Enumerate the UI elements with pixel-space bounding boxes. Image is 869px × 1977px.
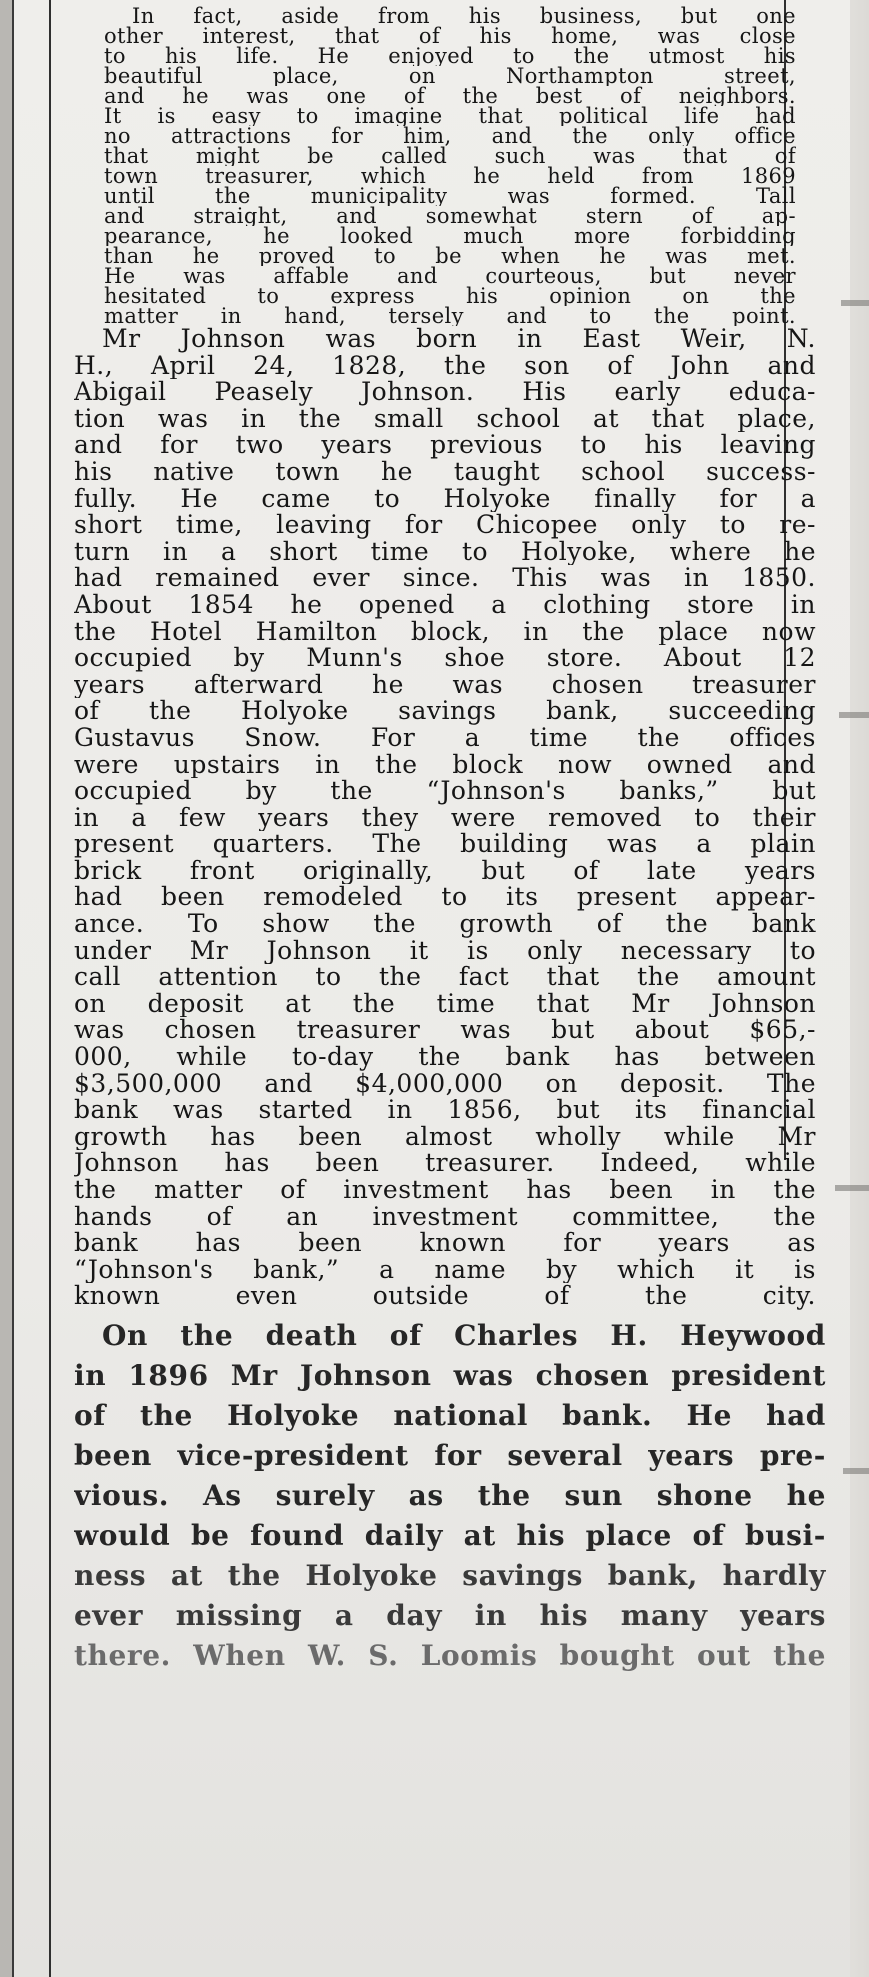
text-line: ness at the Holyoke savings bank, hardly [74, 1558, 826, 1592]
text-line: present quarters. The building was a plain [74, 831, 816, 858]
paragraph-biography [74, 326, 826, 1310]
text-line: bank has been known for years as [74, 1230, 816, 1257]
text-line: ever missing a day in his many years [74, 1598, 826, 1632]
page-edge-marks [829, 0, 869, 1977]
text-line: in 1896 Mr Johnson was chosen president [74, 1358, 826, 1392]
text-line: would be found daily at his place of busi- [74, 1518, 826, 1552]
text-line: other interest, that of his home, was close [104, 26, 796, 46]
text-line: tion was in the small school at that place, [74, 405, 816, 433]
text-line: It is easy to imagine that political life had [104, 106, 796, 126]
text-line: the matter of investment has been in the [74, 1177, 816, 1204]
text-line: under Mr Johnson it is only necessary to [74, 937, 816, 965]
text-line: hands of an investment committee, the [74, 1203, 816, 1231]
text-line: Johnson has been treasurer. Indeed, while [74, 1150, 816, 1177]
edge-mark [841, 300, 869, 306]
text-line: About 1854 he opened a clothing store in [74, 591, 816, 619]
text-line: was chosen treasurer was but about $65,- [74, 1017, 816, 1045]
text-line: Abigail Peasely Johnson. His early educa- [74, 379, 816, 406]
edge-mark [835, 1185, 869, 1191]
text-line: ance. To show the growth of the bank [74, 911, 816, 938]
text-line: occupied by Munn's shoe store. About 12 [74, 645, 816, 672]
edge-mark [839, 712, 869, 718]
text-line: been vice-president for several years pre- [74, 1438, 826, 1472]
text-line: $3,500,000 and $4,000,000 on deposit. The [74, 1070, 816, 1098]
edge-mark [843, 1468, 869, 1474]
text-line: that might be called such was that of [104, 146, 796, 166]
newspaper-clipping [12, 0, 850, 1977]
text-line: Mr Johnson was born in East Weir, N. [102, 326, 816, 353]
text-line: known even outside of the city. [74, 1283, 816, 1310]
text-line: the Hotel Hamilton block, in the place now [74, 618, 816, 646]
text-line: in a few years they were removed to their [74, 804, 816, 832]
article-column [74, 6, 826, 1676]
text-line: beautiful place, on Northampton street, [104, 66, 796, 86]
text-line: brick front originally, but of late years [74, 857, 816, 885]
text-line: On the death of Charles H. Heywood [102, 1318, 826, 1352]
text-line: growth has been almost wholly while Mr [74, 1123, 816, 1151]
text-line: fully. He came to Holyoke finally for a [74, 485, 816, 513]
text-line: call attention to the fact that the amount [74, 964, 816, 991]
text-line: had remained ever since. This was in 1850. [74, 565, 816, 592]
text-line: H., April 24, 1828, the son of John and [74, 352, 816, 380]
column-rule-left [49, 0, 51, 1977]
text-line: “Johnson's bank,” a name by which it is [74, 1256, 816, 1284]
text-line: until the municipality was formed. Tall [104, 186, 796, 206]
text-line: of the Holyoke national bank. He had [74, 1398, 826, 1432]
paragraph-home-life [74, 6, 826, 326]
text-line: 000, while to-day the bank has between [74, 1044, 816, 1071]
text-line: town treasurer, which he held from 1869 [104, 166, 796, 186]
text-line: on deposit at the time that Mr Johnson [74, 990, 816, 1018]
text-line: pearance, he looked much more forbidding [104, 226, 796, 246]
text-line: He was affable and courteous, but never [104, 266, 796, 286]
text-line: there. When W. S. Loomis bought out the [74, 1638, 826, 1672]
text-line: hesitated to express his opinion on the [104, 286, 796, 306]
text-line: and he was one of the best of neighbors. [104, 86, 796, 106]
text-line: bank was started in 1856, but its financial [74, 1097, 816, 1124]
text-line: his native town he taught school success- [74, 458, 816, 486]
text-line: short time, leaving for Chicopee only to re- [74, 512, 816, 539]
text-line: no attractions for him, and the only office [104, 126, 796, 146]
text-line: years afterward he was chosen treasurer [74, 671, 816, 699]
text-line: vious. As surely as the sun shone he [74, 1478, 826, 1512]
text-line: Gustavus Snow. For a time the offices [74, 724, 816, 752]
text-line: were upstairs in the block now owned and [74, 751, 816, 779]
text-line: occupied by the “Johnson's banks,” but [74, 778, 816, 805]
text-line: had been remodeled to its present appear- [74, 884, 816, 912]
text-line: matter in hand, tersely and to the point. [104, 306, 796, 326]
text-line: turn in a short time to Holyoke, where he [74, 538, 816, 566]
paragraph-presidency [74, 1316, 826, 1676]
text-line: and for two years previous to his leaving [74, 432, 816, 459]
text-line: than he proved to be when he was met. [104, 246, 796, 266]
text-line: of the Holyoke savings bank, succeeding [74, 698, 816, 725]
text-line: and straight, and somewhat stern of ap- [104, 206, 796, 226]
text-line: to his life. He enjoyed to the utmost his [104, 46, 796, 66]
text-line: In fact, aside from his business, but one [132, 6, 796, 26]
